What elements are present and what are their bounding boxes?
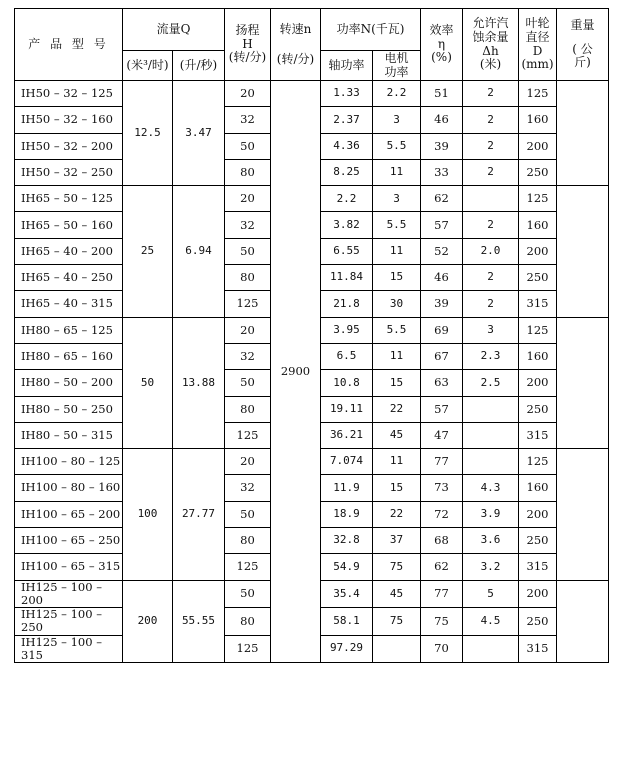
cell-shaft-power: 4.36 bbox=[321, 133, 373, 159]
cell-weight bbox=[557, 580, 609, 662]
cell-shaft-power: 3.95 bbox=[321, 317, 373, 343]
cell-impeller-d: 200 bbox=[519, 370, 557, 396]
cell-efficiency: 68 bbox=[421, 528, 463, 554]
cell-npsh: 2.5 bbox=[463, 370, 519, 396]
cell-head: 50 bbox=[225, 238, 271, 264]
cell-impeller-d: 125 bbox=[519, 81, 557, 107]
cell-model: IH80 – 65 – 125 bbox=[15, 317, 123, 343]
cell-shaft-power: 3.82 bbox=[321, 212, 373, 238]
cell-efficiency: 73 bbox=[421, 475, 463, 501]
cell-efficiency: 77 bbox=[421, 449, 463, 475]
header-flow-ls: (升/秒) bbox=[173, 51, 225, 81]
cell-motor-power: 45 bbox=[373, 422, 421, 448]
cell-efficiency: 72 bbox=[421, 501, 463, 527]
cell-weight bbox=[557, 186, 609, 317]
cell-head: 32 bbox=[225, 107, 271, 133]
cell-motor-power: 37 bbox=[373, 528, 421, 554]
cell-efficiency: 46 bbox=[421, 107, 463, 133]
header-power: 功率N(千瓦) bbox=[321, 9, 421, 51]
cell-motor-power: 3 bbox=[373, 186, 421, 212]
cell-impeller-d: 250 bbox=[519, 265, 557, 291]
cell-npsh: 4.3 bbox=[463, 475, 519, 501]
cell-head: 80 bbox=[225, 396, 271, 422]
cell-npsh: 2 bbox=[463, 291, 519, 317]
cell-model: IH65 – 50 – 125 bbox=[15, 186, 123, 212]
cell-motor-power: 15 bbox=[373, 475, 421, 501]
cell-head: 20 bbox=[225, 449, 271, 475]
cell-impeller-d: 315 bbox=[519, 422, 557, 448]
cell-efficiency: 75 bbox=[421, 608, 463, 635]
cell-shaft-power: 10.8 bbox=[321, 370, 373, 396]
cell-npsh: 2 bbox=[463, 81, 519, 107]
cell-flow-m3h: 200 bbox=[123, 580, 173, 662]
cell-impeller-d: 250 bbox=[519, 159, 557, 185]
cell-flow-m3h: 12.5 bbox=[123, 81, 173, 186]
cell-motor-power: 30 bbox=[373, 291, 421, 317]
header-weight: 重量 ( 公 斤) bbox=[557, 9, 609, 81]
header-head: 扬程 H (转/分) bbox=[225, 9, 271, 81]
cell-speed: 2900 bbox=[271, 81, 321, 663]
cell-shaft-power: 2.2 bbox=[321, 186, 373, 212]
cell-head: 50 bbox=[225, 133, 271, 159]
cell-model: IH50 – 32 – 250 bbox=[15, 159, 123, 185]
cell-impeller-d: 125 bbox=[519, 317, 557, 343]
cell-head: 50 bbox=[225, 370, 271, 396]
table-header bbox=[15, 9, 609, 81]
cell-npsh bbox=[463, 396, 519, 422]
cell-motor-power: 11 bbox=[373, 159, 421, 185]
cell-shaft-power: 58.1 bbox=[321, 608, 373, 635]
cell-flow-ls: 55.55 bbox=[173, 580, 225, 662]
cell-impeller-d: 200 bbox=[519, 501, 557, 527]
cell-npsh: 5 bbox=[463, 580, 519, 607]
cell-motor-power: 22 bbox=[373, 396, 421, 422]
cell-shaft-power: 32.8 bbox=[321, 528, 373, 554]
cell-head: 32 bbox=[225, 343, 271, 369]
cell-head: 20 bbox=[225, 81, 271, 107]
cell-head: 125 bbox=[225, 635, 271, 662]
cell-model: IH80 – 50 – 200 bbox=[15, 370, 123, 396]
cell-flow-ls: 3.47 bbox=[173, 81, 225, 186]
cell-npsh: 2.3 bbox=[463, 343, 519, 369]
cell-impeller-d: 160 bbox=[519, 475, 557, 501]
cell-impeller-d: 315 bbox=[519, 291, 557, 317]
table-row bbox=[15, 81, 609, 107]
cell-shaft-power: 54.9 bbox=[321, 554, 373, 580]
cell-motor-power: 5.5 bbox=[373, 133, 421, 159]
table-body bbox=[15, 81, 609, 663]
cell-motor-power: 75 bbox=[373, 608, 421, 635]
cell-model: IH80 – 65 – 160 bbox=[15, 343, 123, 369]
cell-motor-power: 3 bbox=[373, 107, 421, 133]
cell-efficiency: 70 bbox=[421, 635, 463, 662]
cell-efficiency: 46 bbox=[421, 265, 463, 291]
cell-npsh: 2.0 bbox=[463, 238, 519, 264]
cell-head: 50 bbox=[225, 501, 271, 527]
cell-model: IH100 – 80 – 160 bbox=[15, 475, 123, 501]
cell-motor-power: 11 bbox=[373, 449, 421, 475]
cell-model: IH100 – 65 – 200 bbox=[15, 501, 123, 527]
cell-model: IH100 – 65 – 315 bbox=[15, 554, 123, 580]
cell-shaft-power: 6.5 bbox=[321, 343, 373, 369]
header-flow-m3h: (米³/时) bbox=[123, 51, 173, 81]
cell-impeller-d: 315 bbox=[519, 635, 557, 662]
cell-head: 125 bbox=[225, 554, 271, 580]
cell-npsh bbox=[463, 186, 519, 212]
cell-head: 125 bbox=[225, 422, 271, 448]
cell-head: 50 bbox=[225, 580, 271, 607]
cell-efficiency: 39 bbox=[421, 133, 463, 159]
cell-model: IH50 – 32 – 125 bbox=[15, 81, 123, 107]
cell-head: 80 bbox=[225, 608, 271, 635]
cell-flow-ls: 13.88 bbox=[173, 317, 225, 448]
cell-impeller-d: 250 bbox=[519, 528, 557, 554]
header-speed: 转速n (转/分) bbox=[271, 9, 321, 81]
cell-npsh bbox=[463, 422, 519, 448]
cell-efficiency: 57 bbox=[421, 396, 463, 422]
cell-efficiency: 39 bbox=[421, 291, 463, 317]
cell-efficiency: 52 bbox=[421, 238, 463, 264]
cell-shaft-power: 36.21 bbox=[321, 422, 373, 448]
header-flow: 流量Q bbox=[123, 9, 225, 51]
cell-shaft-power: 97.29 bbox=[321, 635, 373, 662]
cell-shaft-power: 6.55 bbox=[321, 238, 373, 264]
cell-npsh: 3.6 bbox=[463, 528, 519, 554]
cell-efficiency: 63 bbox=[421, 370, 463, 396]
cell-model: IH125 – 100 – 315 bbox=[15, 635, 123, 662]
cell-model: IH80 – 50 – 315 bbox=[15, 422, 123, 448]
cell-model: IH65 – 40 – 315 bbox=[15, 291, 123, 317]
cell-motor-power: 75 bbox=[373, 554, 421, 580]
cell-motor-power: 15 bbox=[373, 265, 421, 291]
cell-impeller-d: 250 bbox=[519, 396, 557, 422]
cell-model: IH50 – 32 – 200 bbox=[15, 133, 123, 159]
cell-shaft-power: 7.074 bbox=[321, 449, 373, 475]
cell-efficiency: 67 bbox=[421, 343, 463, 369]
cell-impeller-d: 125 bbox=[519, 449, 557, 475]
cell-npsh: 4.5 bbox=[463, 608, 519, 635]
cell-impeller-d: 125 bbox=[519, 186, 557, 212]
header-motor-power: 电机 功率 bbox=[373, 51, 421, 81]
cell-motor-power: 5.5 bbox=[373, 212, 421, 238]
cell-efficiency: 57 bbox=[421, 212, 463, 238]
cell-efficiency: 47 bbox=[421, 422, 463, 448]
cell-flow-ls: 27.77 bbox=[173, 449, 225, 580]
header-shaft-power: 轴功率 bbox=[321, 51, 373, 81]
cell-motor-power: 45 bbox=[373, 580, 421, 607]
cell-model: IH65 – 40 – 200 bbox=[15, 238, 123, 264]
cell-head: 32 bbox=[225, 212, 271, 238]
cell-head: 80 bbox=[225, 528, 271, 554]
header-efficiency: 效率 η (%) bbox=[421, 9, 463, 81]
cell-npsh: 3 bbox=[463, 317, 519, 343]
cell-head: 20 bbox=[225, 186, 271, 212]
cell-npsh bbox=[463, 449, 519, 475]
cell-efficiency: 69 bbox=[421, 317, 463, 343]
header-model: 产 品 型 号 bbox=[15, 9, 123, 81]
cell-weight bbox=[557, 317, 609, 448]
cell-npsh bbox=[463, 635, 519, 662]
cell-shaft-power: 2.37 bbox=[321, 107, 373, 133]
cell-impeller-d: 200 bbox=[519, 580, 557, 607]
cell-head: 20 bbox=[225, 317, 271, 343]
cell-head: 125 bbox=[225, 291, 271, 317]
cell-shaft-power: 1.33 bbox=[321, 81, 373, 107]
cell-npsh: 2 bbox=[463, 133, 519, 159]
header-impeller: 叶轮 直径 D (mm) bbox=[519, 9, 557, 81]
cell-flow-ls: 6.94 bbox=[173, 186, 225, 317]
cell-efficiency: 62 bbox=[421, 554, 463, 580]
cell-shaft-power: 11.84 bbox=[321, 265, 373, 291]
cell-npsh: 2 bbox=[463, 212, 519, 238]
cell-model: IH100 – 65 – 250 bbox=[15, 528, 123, 554]
cell-motor-power: 5.5 bbox=[373, 317, 421, 343]
cell-shaft-power: 18.9 bbox=[321, 501, 373, 527]
header-npsh: 允许汽 蚀余量 Δh (米) bbox=[463, 9, 519, 81]
cell-head: 80 bbox=[225, 265, 271, 291]
cell-model: IH65 – 40 – 250 bbox=[15, 265, 123, 291]
cell-efficiency: 77 bbox=[421, 580, 463, 607]
cell-shaft-power: 8.25 bbox=[321, 159, 373, 185]
cell-npsh: 2 bbox=[463, 265, 519, 291]
cell-motor-power: 22 bbox=[373, 501, 421, 527]
cell-efficiency: 51 bbox=[421, 81, 463, 107]
cell-impeller-d: 200 bbox=[519, 238, 557, 264]
cell-impeller-d: 315 bbox=[519, 554, 557, 580]
cell-impeller-d: 160 bbox=[519, 212, 557, 238]
cell-impeller-d: 160 bbox=[519, 343, 557, 369]
cell-model: IH65 – 50 – 160 bbox=[15, 212, 123, 238]
cell-head: 32 bbox=[225, 475, 271, 501]
cell-motor-power: 2.2 bbox=[373, 81, 421, 107]
cell-weight bbox=[557, 449, 609, 580]
cell-model: IH100 – 80 – 125 bbox=[15, 449, 123, 475]
cell-motor-power: 11 bbox=[373, 343, 421, 369]
pump-spec-table bbox=[14, 8, 609, 663]
cell-weight bbox=[557, 81, 609, 186]
cell-shaft-power: 19.11 bbox=[321, 396, 373, 422]
cell-flow-m3h: 50 bbox=[123, 317, 173, 448]
cell-model: IH50 – 32 – 160 bbox=[15, 107, 123, 133]
cell-motor-power bbox=[373, 635, 421, 662]
cell-impeller-d: 250 bbox=[519, 608, 557, 635]
cell-model: IH125 – 100 – 250 bbox=[15, 608, 123, 635]
cell-motor-power: 15 bbox=[373, 370, 421, 396]
cell-model: IH125 – 100 – 200 bbox=[15, 580, 123, 607]
cell-impeller-d: 200 bbox=[519, 133, 557, 159]
cell-impeller-d: 160 bbox=[519, 107, 557, 133]
cell-shaft-power: 11.9 bbox=[321, 475, 373, 501]
cell-motor-power: 11 bbox=[373, 238, 421, 264]
cell-shaft-power: 21.8 bbox=[321, 291, 373, 317]
cell-npsh: 2 bbox=[463, 159, 519, 185]
cell-model: IH80 – 50 – 250 bbox=[15, 396, 123, 422]
cell-flow-m3h: 25 bbox=[123, 186, 173, 317]
cell-head: 80 bbox=[225, 159, 271, 185]
cell-npsh: 2 bbox=[463, 107, 519, 133]
cell-efficiency: 62 bbox=[421, 186, 463, 212]
cell-npsh: 3.2 bbox=[463, 554, 519, 580]
cell-flow-m3h: 100 bbox=[123, 449, 173, 580]
cell-efficiency: 33 bbox=[421, 159, 463, 185]
cell-npsh: 3.9 bbox=[463, 501, 519, 527]
cell-shaft-power: 35.4 bbox=[321, 580, 373, 607]
